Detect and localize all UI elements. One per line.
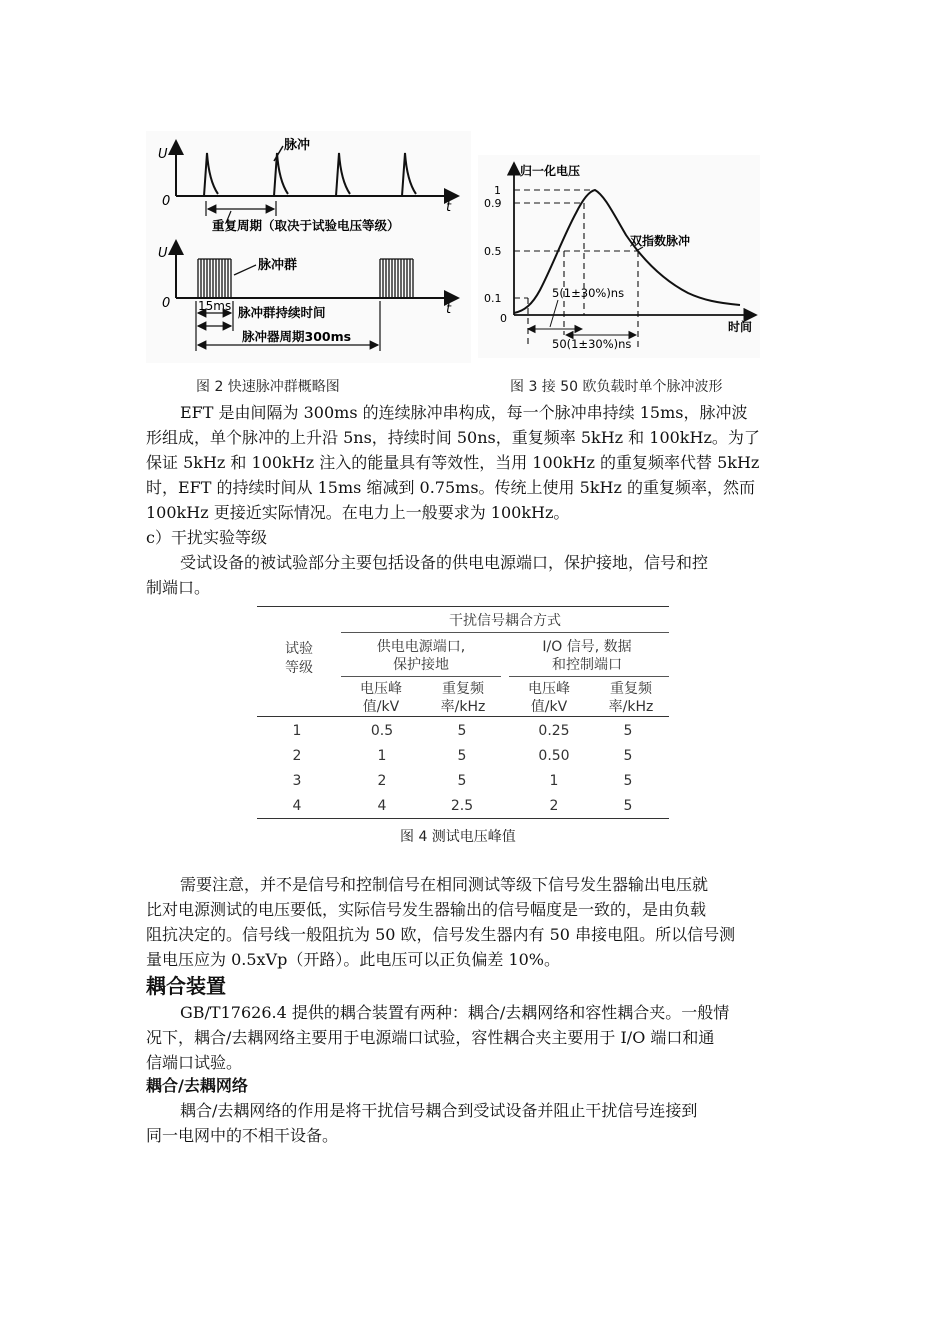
- level-header-1: 试验: [285, 641, 313, 657]
- text-line: 量电压应为 0.5xVp（开路）。此电压可以正负偏差 10%。: [146, 950, 561, 969]
- paragraph-eft: [146, 400, 808, 525]
- sub-header-f2b: 率/kHz: [608, 699, 654, 715]
- cell-f1-4: 2.5: [450, 798, 474, 814]
- text-line: 需要注意，并不是信号和控制信号在相同测试等级下信号发生器输出电压就: [180, 875, 709, 894]
- y-axis-title: 归一化电压: [520, 164, 581, 178]
- heading-cdn: 耦合/去耦网络: [146, 1076, 248, 1095]
- burst-duration-label: 脉冲群持续时间: [238, 305, 326, 320]
- power-header-2: 保护接地: [393, 657, 449, 673]
- text-line: 制端口。: [146, 578, 211, 597]
- text-line: 阻抗决定的。信号线一般阻抗为 50 欧，信号发生器内有 50 串接电阻。所以信号测: [146, 925, 736, 944]
- cell-v1-2: 1: [377, 748, 387, 764]
- x-axis-title: 时间: [728, 320, 753, 334]
- cell-v2-2: 0.50: [538, 748, 570, 764]
- sub-header-f1a: 重复频: [442, 681, 484, 697]
- period-label: 重复周期（取决于试验电压等级）: [212, 218, 400, 233]
- cell-level-2: 2: [292, 748, 302, 764]
- burst-diagram-svg: [146, 131, 471, 363]
- tick-0-1: 0.1: [484, 292, 502, 305]
- cell-f1-3: 5: [457, 773, 467, 789]
- pulse-3: [336, 153, 350, 196]
- cell-v2-1: 0.25: [538, 723, 570, 739]
- pulse-label: 脉冲: [284, 138, 311, 153]
- text-line: 况下，耦合/去耦网络主要用于电源端口试验，容性耦合夹主要用于 I/O 端口和通: [146, 1028, 715, 1047]
- test-level-table: [257, 604, 669, 822]
- cell-f2-1: 5: [623, 723, 633, 739]
- cell-v1-1: 0.5: [370, 723, 394, 739]
- cell-f2-2: 5: [623, 748, 633, 764]
- tick-0: 0: [500, 312, 507, 325]
- section-c-label: c）干扰实验等级: [146, 528, 267, 547]
- text-line: 形组成，单个脉冲的上升沿 5ns，持续时间 50ns，重复频率 5kHz 和 100kHz。为了: [146, 428, 760, 447]
- pulse-waveform-svg: [478, 155, 760, 358]
- figure-2-burst-diagram: [146, 131, 471, 363]
- section-c-heading: [146, 525, 808, 550]
- cell-v1-4: 4: [377, 798, 387, 814]
- text-line: 信端口试验。: [146, 1053, 243, 1072]
- figure-4-caption: 图 4 测试电压峰值: [400, 829, 516, 845]
- burst-period-label: 脉冲器周期300ms: [242, 329, 352, 344]
- cell-v1-3: 2: [377, 773, 387, 789]
- level-header-2: 等级: [285, 660, 313, 676]
- paragraph-eut: [146, 550, 808, 600]
- pulse-2: [274, 153, 288, 196]
- cell-v2-4: 2: [549, 798, 559, 814]
- t-label-bottom: t: [446, 302, 452, 317]
- power-header-1: 供电电源端口,: [376, 639, 466, 655]
- pulse-4: [402, 153, 416, 196]
- paragraph-note: [146, 872, 808, 972]
- io-header-2: 和控制端口: [552, 657, 622, 673]
- sub-header-v1b: 值/kV: [362, 699, 400, 715]
- cell-f2-3: 5: [623, 773, 633, 789]
- pulse-1: [204, 153, 218, 196]
- paragraph-coupling: [146, 1000, 808, 1075]
- cell-level-1: 1: [292, 723, 302, 739]
- figure-3-pulse-waveform: [478, 155, 760, 358]
- cell-f2-4: 5: [623, 798, 633, 814]
- origin-label-top: 0: [162, 194, 171, 209]
- sub-header-v1a: 电压峰: [360, 681, 402, 697]
- paragraph-cdn: [146, 1098, 808, 1148]
- u-label-bottom: U: [158, 246, 168, 261]
- group-header: 干扰信号耦合方式: [449, 613, 561, 629]
- burst-pointer: [234, 265, 256, 275]
- rise-label: 5(1±30%)ns: [552, 286, 625, 300]
- origin-label-bottom: 0: [162, 296, 171, 311]
- figure-2-caption: 图 2 快速脉冲群概略图: [196, 379, 340, 395]
- text-line: 耦合/去耦网络的作用是将干扰信号耦合到受试设备并阻止干扰信号连接到: [180, 1101, 698, 1120]
- figure-3-caption: 图 3 接 50 欧负载时单个脉冲波形: [510, 379, 723, 395]
- burst-label: 脉冲群: [258, 258, 298, 273]
- curve-label: 双指数脉冲: [630, 234, 691, 248]
- burst-2: [380, 259, 413, 298]
- sub-header-f1b: 率/kHz: [440, 699, 486, 715]
- text-line: 受试设备的被试验部分主要包括设备的供电电源端口，保护接地，信号和控: [180, 553, 709, 572]
- burst-1: [198, 259, 231, 298]
- tick-1: 1: [494, 184, 501, 197]
- text-line: 100kHz 更接近实际情况。在电力上一般要求为 100kHz。: [146, 503, 570, 522]
- u-label-top: U: [158, 147, 168, 162]
- cell-level-4: 4: [292, 798, 302, 814]
- tick-0-9: 0.9: [484, 197, 502, 210]
- sub-header-v2b: 值/kV: [530, 699, 568, 715]
- text-line: 时，EFT 的持续时间从 15ms 缩减到 0.75ms。传统上使用 5kHz 的重复频率，然而: [146, 478, 755, 497]
- heading-coupling-device: 耦合装置: [146, 974, 226, 998]
- text-line: 同一电网中的不相干设备。: [146, 1126, 339, 1145]
- cell-level-3: 3: [292, 773, 302, 789]
- cell-f1-1: 5: [457, 723, 467, 739]
- sub-header-v2a: 电压峰: [528, 681, 570, 697]
- width-label: 50(1±30%)ns: [552, 337, 632, 351]
- sub-header-f2a: 重复频: [610, 681, 652, 697]
- tick-0-5: 0.5: [484, 245, 502, 258]
- text-line: GB/T17626.4 提供的耦合装置有两种：耦合/去耦网络和容性耦合夹。一般情: [180, 1003, 730, 1022]
- io-header-1: I/O 信号, 数据: [542, 639, 632, 655]
- cell-f1-2: 5: [457, 748, 467, 764]
- text-line: 比对电源测试的电压要低，实际信号发生器输出的信号幅度是一致的，是由负载: [146, 900, 707, 919]
- cell-v2-3: 1: [549, 773, 559, 789]
- ms15-label: 15ms: [198, 299, 232, 313]
- text-line: EFT 是由间隔为 300ms 的连续脉冲串构成，每一个脉冲串持续 15ms，脉冲波: [180, 403, 748, 422]
- text-line: 保证 5kHz 和 100kHz 注入的能量具有等效性，当用 100kHz 的重复频率代替 5kHz: [146, 453, 760, 472]
- t-label-top: t: [446, 200, 452, 215]
